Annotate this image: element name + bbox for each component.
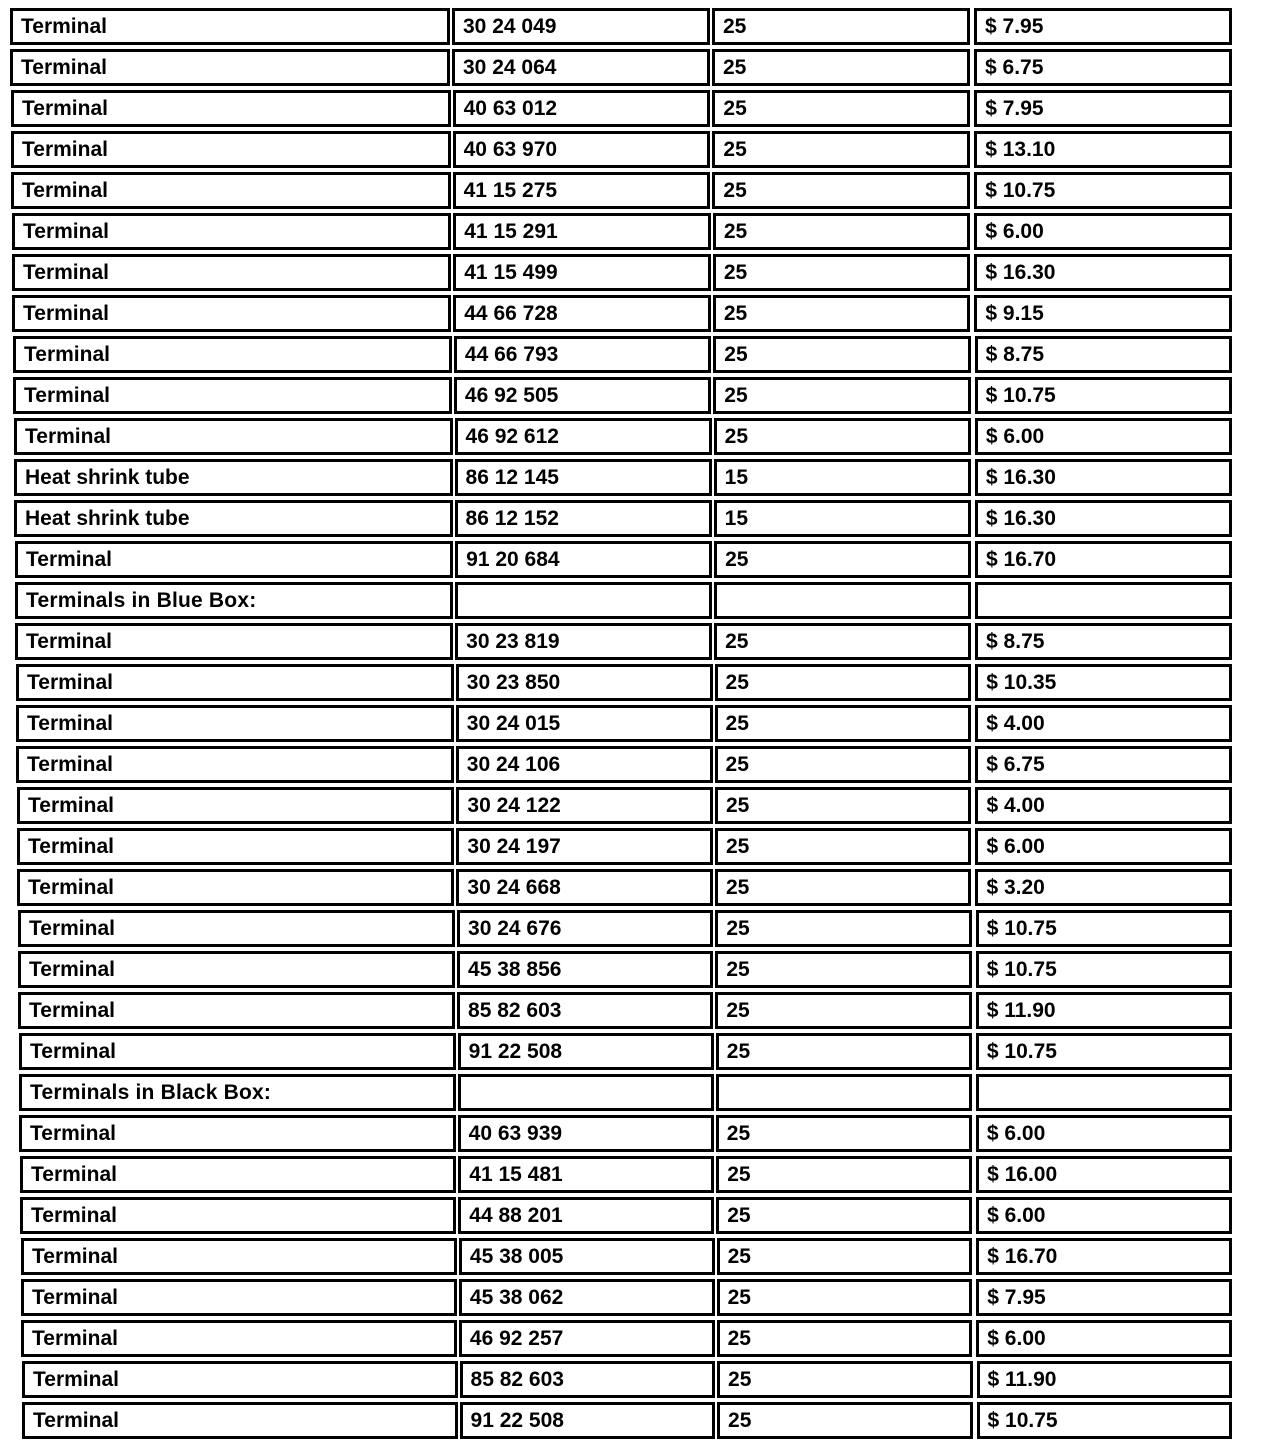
part-number-cell: 91 22 508 <box>460 1402 715 1439</box>
part-number-cell: 30 24 015 <box>456 705 713 742</box>
price-cell: $ 6.00 <box>975 418 1232 455</box>
part-number-cell: 41 15 499 <box>453 254 711 291</box>
price-cell: $ 16.30 <box>975 459 1232 496</box>
description-cell: Terminal <box>16 746 454 783</box>
table-row <box>18 910 1232 947</box>
part-number-cell: 44 88 201 <box>458 1197 714 1234</box>
quantity-cell: 25 <box>716 1115 972 1152</box>
quantity-cell: 25 <box>714 541 971 578</box>
table-row <box>18 992 1232 1029</box>
description-cell: Terminal <box>13 377 452 414</box>
price-cell: $ 7.95 <box>974 90 1232 127</box>
quantity-cell: 25 <box>712 131 970 168</box>
quantity-cell: 25 <box>713 254 971 291</box>
quantity-cell: 25 <box>717 1361 972 1398</box>
description-cell: Heat shrink tube <box>14 500 453 537</box>
quantity-cell: 25 <box>713 377 970 414</box>
quantity-cell: 15 <box>714 500 971 537</box>
description-cell: Terminal <box>10 8 450 45</box>
price-cell: $ 11.90 <box>977 1361 1232 1398</box>
quantity-cell: 25 <box>712 90 970 127</box>
table-row <box>17 828 1232 865</box>
quantity-cell: 25 <box>715 869 972 906</box>
part-number-cell: 30 24 676 <box>457 910 713 947</box>
part-number-cell: 30 24 668 <box>456 869 713 906</box>
description-cell: Terminal <box>21 1320 457 1357</box>
quantity-cell: 25 <box>716 1033 972 1070</box>
table-row <box>20 1197 1232 1234</box>
quantity-cell: 25 <box>715 910 971 947</box>
description-cell: Terminal <box>11 172 451 209</box>
description-cell: Terminal <box>12 295 451 332</box>
quantity-cell: 25 <box>717 1279 973 1316</box>
price-cell: $ 16.70 <box>975 541 1232 578</box>
description-cell: Terminal <box>13 336 452 373</box>
part-number-cell: 91 22 508 <box>458 1033 714 1070</box>
table-row <box>11 131 1232 168</box>
quantity-cell: 25 <box>715 828 972 865</box>
part-number-cell: 40 63 939 <box>458 1115 714 1152</box>
part-number-cell <box>458 1074 714 1111</box>
description-cell: Terminal <box>17 828 454 865</box>
part-number-cell: 44 66 728 <box>453 295 711 332</box>
part-number-cell: 86 12 145 <box>455 459 712 496</box>
price-cell: $ 4.00 <box>975 787 1232 824</box>
price-cell: $ 6.75 <box>974 49 1232 86</box>
quantity-cell: 25 <box>713 336 970 373</box>
quantity-cell: 25 <box>717 1320 973 1357</box>
price-cell: $ 9.15 <box>974 295 1232 332</box>
table-row <box>16 746 1232 783</box>
table-row <box>14 500 1232 537</box>
part-number-cell: 85 82 603 <box>457 992 713 1029</box>
description-cell: Terminal <box>19 1115 456 1152</box>
part-number-cell: 40 63 970 <box>453 131 711 168</box>
price-cell: $ 7.95 <box>976 1279 1232 1316</box>
table-row <box>10 8 1232 45</box>
table-row <box>16 705 1232 742</box>
description-cell: Terminal <box>17 869 454 906</box>
section-header-row <box>19 1074 1232 1111</box>
table-row <box>21 1238 1232 1275</box>
description-cell: Terminal <box>15 541 453 578</box>
quantity-cell: 25 <box>712 172 970 209</box>
price-cell: $ 16.30 <box>974 254 1232 291</box>
description-cell: Terminal <box>17 787 454 824</box>
description-cell: Terminal <box>15 623 453 660</box>
table-row <box>15 541 1232 578</box>
table-row <box>20 1156 1232 1193</box>
part-number-cell: 45 38 062 <box>459 1279 715 1316</box>
quantity-cell: 25 <box>714 418 971 455</box>
description-cell: Terminal <box>18 992 455 1029</box>
section-title: Terminals in Black Box: <box>19 1074 456 1111</box>
description-cell: Terminal <box>10 49 450 86</box>
quantity-cell: 25 <box>715 787 972 824</box>
table-row <box>14 418 1232 455</box>
description-cell: Terminal <box>16 664 454 701</box>
price-cell: $ 8.75 <box>975 623 1232 660</box>
part-number-cell: 30 24 197 <box>456 828 713 865</box>
table-row <box>17 787 1232 824</box>
part-number-cell: 46 92 612 <box>455 418 712 455</box>
section-title: Terminals in Blue Box: <box>15 582 453 619</box>
description-cell: Terminal <box>14 418 453 455</box>
description-cell: Terminal <box>18 910 455 947</box>
price-cell: $ 8.75 <box>975 336 1232 373</box>
price-cell <box>976 1074 1232 1111</box>
part-number-cell: 41 15 291 <box>453 213 711 250</box>
price-cell <box>975 582 1232 619</box>
table-row <box>21 1279 1232 1316</box>
table-row <box>12 254 1232 291</box>
quantity-cell: 25 <box>716 1156 972 1193</box>
table-row <box>13 336 1232 373</box>
quantity-cell: 25 <box>715 746 972 783</box>
price-cell: $ 10.75 <box>977 1402 1232 1439</box>
quantity-cell <box>716 1074 972 1111</box>
quantity-cell: 25 <box>712 49 970 86</box>
description-cell: Terminal <box>19 1033 456 1070</box>
quantity-cell: 25 <box>714 623 971 660</box>
table-row <box>22 1402 1232 1439</box>
part-number-cell: 41 15 275 <box>453 172 711 209</box>
description-cell: Terminal <box>11 131 451 168</box>
part-number-cell: 30 23 850 <box>456 664 713 701</box>
quantity-cell: 25 <box>713 295 971 332</box>
description-cell: Heat shrink tube <box>14 459 453 496</box>
part-number-cell: 30 24 049 <box>452 8 710 45</box>
part-number-cell: 46 92 257 <box>459 1320 715 1357</box>
table-row <box>16 664 1232 701</box>
price-cell: $ 16.00 <box>976 1156 1232 1193</box>
price-cell: $ 6.00 <box>976 1320 1232 1357</box>
price-cell: $ 6.00 <box>976 1197 1232 1234</box>
price-cell: $ 6.75 <box>975 746 1232 783</box>
part-number-cell: 30 23 819 <box>455 623 712 660</box>
description-cell: Terminal <box>21 1279 457 1316</box>
price-cell: $ 6.00 <box>976 1115 1232 1152</box>
quantity-cell: 25 <box>712 8 970 45</box>
quantity-cell: 15 <box>714 459 971 496</box>
description-cell: Terminal <box>12 213 451 250</box>
table-row <box>10 49 1232 86</box>
price-cell: $ 10.75 <box>976 1033 1232 1070</box>
quantity-cell: 25 <box>715 664 972 701</box>
price-cell: $ 10.75 <box>976 951 1232 988</box>
description-cell: Terminal <box>22 1361 458 1398</box>
part-number-cell: 30 24 106 <box>456 746 713 783</box>
part-number-cell: 91 20 684 <box>455 541 712 578</box>
table-row <box>11 172 1232 209</box>
quantity-cell: 25 <box>713 213 971 250</box>
description-cell: Terminal <box>20 1156 456 1193</box>
description-cell: Terminal <box>20 1197 456 1234</box>
part-number-cell: 30 24 122 <box>456 787 713 824</box>
table-row <box>18 951 1232 988</box>
part-number-cell: 40 63 012 <box>453 90 711 127</box>
description-cell: Terminal <box>21 1238 457 1275</box>
part-number-cell: 41 15 481 <box>458 1156 714 1193</box>
price-cell: $ 16.70 <box>976 1238 1232 1275</box>
part-number-cell: 85 82 603 <box>460 1361 715 1398</box>
price-cell: $ 10.75 <box>974 172 1232 209</box>
part-number-cell: 30 24 064 <box>452 49 710 86</box>
part-number-cell: 44 66 793 <box>454 336 711 373</box>
table-row <box>17 869 1232 906</box>
parts-price-table <box>10 8 1232 1443</box>
description-cell: Terminal <box>16 705 454 742</box>
quantity-cell: 25 <box>715 992 971 1029</box>
quantity-cell: 25 <box>717 1238 973 1275</box>
quantity-cell: 25 <box>717 1402 972 1439</box>
quantity-cell: 25 <box>716 1197 972 1234</box>
price-cell: $ 6.00 <box>974 213 1232 250</box>
description-cell: Terminal <box>22 1402 458 1439</box>
table-row <box>14 459 1232 496</box>
part-number-cell: 86 12 152 <box>455 500 712 537</box>
table-row <box>12 295 1232 332</box>
price-cell: $ 4.00 <box>975 705 1232 742</box>
price-cell: $ 16.30 <box>975 500 1232 537</box>
description-cell: Terminal <box>18 951 455 988</box>
quantity-cell: 25 <box>715 951 971 988</box>
table-row <box>21 1320 1232 1357</box>
price-cell: $ 10.35 <box>975 664 1232 701</box>
table-row <box>19 1115 1232 1152</box>
table-row <box>12 213 1232 250</box>
table-row <box>22 1361 1232 1398</box>
table-row <box>11 90 1232 127</box>
price-cell: $ 13.10 <box>974 131 1232 168</box>
part-number-cell: 46 92 505 <box>454 377 711 414</box>
section-header-row <box>15 582 1232 619</box>
price-cell: $ 6.00 <box>975 828 1232 865</box>
table-row <box>13 377 1232 414</box>
price-cell: $ 10.75 <box>976 910 1232 947</box>
part-number-cell: 45 38 005 <box>459 1238 715 1275</box>
part-number-cell: 45 38 856 <box>457 951 713 988</box>
part-number-cell <box>455 582 712 619</box>
price-cell: $ 3.20 <box>975 869 1232 906</box>
price-cell: $ 10.75 <box>975 377 1232 414</box>
quantity-cell <box>714 582 971 619</box>
price-cell: $ 7.95 <box>974 8 1232 45</box>
table-row <box>19 1033 1232 1070</box>
quantity-cell: 25 <box>715 705 972 742</box>
table-row <box>15 623 1232 660</box>
description-cell: Terminal <box>11 90 451 127</box>
price-cell: $ 11.90 <box>976 992 1232 1029</box>
description-cell: Terminal <box>12 254 451 291</box>
